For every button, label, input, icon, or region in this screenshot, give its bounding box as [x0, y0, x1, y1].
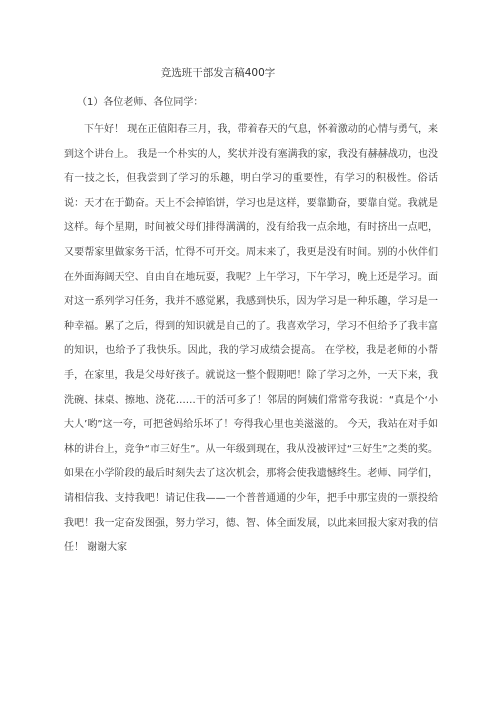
speech-body: 下午好！ 现在正值阳春三月，我，带着春天的气息，怀着激动的心情与勇气，来到这个讲台上。 我是一个朴实的人，奖状并没有塞满我的家，我没有赫赫战功，也没有一技之长，但我尝到了学习的乐趣，明白学习的重要性，有学习的积极性。俗话说：天才在于勤奋。天上不会掉馅饼，学习也是这样，要靠勤奋，要靠自觉。我就是这样。每个星期，时间被父母们排得满满的，没有给我一点余地，有时挤出一点吧，又要帮家里做家务干活，忙得不可开交。周末来了，我更是没有时间。别的小伙伴们在外面海阔天空、自由自在地玩耍，我呢？上午学习，下午学习，晚上还是学习。面对这一系列学习任务，我并不感觉累，我感到快乐，因为学习是一种乐趣，学习是一种幸福。累了之后，得到的知识就是自己的了。我喜欢学习，学习不但给予了我丰富的知识，也给予了我快乐。因此，我的学习成绩会提高。 在学校，我是老师的小帮手，在家里，我是父母好孩子。就说这一整个假期吧！除了学习之外，一天下来，我洗碗、抹桌、擦地、浇花……干的活可多了！邻居的阿姨们常常夸我说：“真是个‘小大人’哟”这一夸，可把爸妈给乐坏了！夸得我心里也美滋滋的。 今天，我站在对手如林的讲台上，竞争“市三好生”。从一年级到现在，我从没被评过“三好生”之类的奖。如果在小学阶段的最后时刻失去了这次机会，那将会使我遗憾终生。老师、同学们，请相信我、支持我吧！请记住我——一个普普通通的少年，把手中那宝贵的一票投给我吧！我一定奋发图强，努力学习，德、智、体全面发展，以此来回报大家对我的信任！ 谢谢大家: [64, 124, 438, 554]
document-title: 竞选班干部发言稿400字: [160, 67, 276, 79]
greeting-line: （1）各位老师、各位同学：: [77, 97, 204, 108]
